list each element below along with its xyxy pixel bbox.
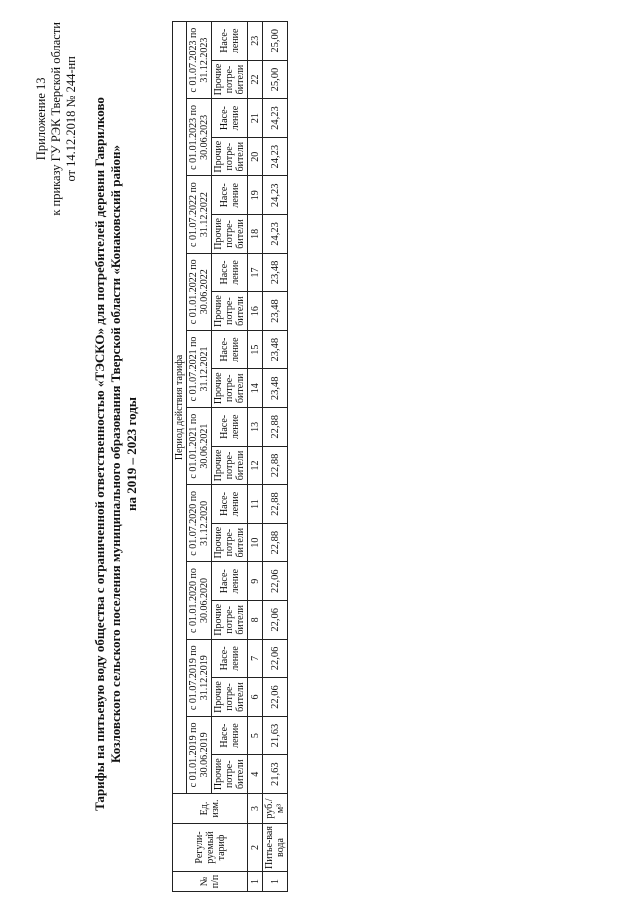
column-number-cell: 7 <box>248 639 263 678</box>
sub-header-other-consumers: Прочие потре-бители <box>212 446 248 485</box>
table-header-row-1 <box>173 21 187 891</box>
column-number-cell: 16 <box>248 292 263 331</box>
column-number-cell: 2 <box>248 824 263 872</box>
table-row <box>263 21 288 891</box>
column-number-cell: 5 <box>248 716 263 755</box>
sub-header-population: Насе-ление <box>212 176 248 215</box>
column-number-cell: 17 <box>248 253 263 292</box>
sub-header-population: Насе-ление <box>212 562 248 601</box>
column-number-cell: 6 <box>248 678 263 717</box>
column-number-cell: 19 <box>248 176 263 215</box>
column-number-cell: 14 <box>248 369 263 408</box>
column-number-cell: 4 <box>248 755 263 794</box>
column-number-cell: 13 <box>248 408 263 447</box>
period-cell: с 01.07.2023 по 31.12.2023 <box>187 21 212 98</box>
column-number-cell: 1 <box>248 872 263 892</box>
tariff-value-cell: 21,63 <box>263 716 288 755</box>
sub-header-population: Насе-ление <box>212 639 248 678</box>
row-tariff-name: Питье-вая вода <box>263 824 288 872</box>
sub-header-other-consumers: Прочие потре-бители <box>212 292 248 331</box>
row-unit: руб./м³ <box>263 794 288 824</box>
column-number-cell: 3 <box>248 794 263 824</box>
table-header-row-consumers <box>212 21 248 891</box>
appendix-date: от 14.12.2018 № 244-нп <box>64 56 78 182</box>
tariff-value-cell: 24,23 <box>263 99 288 138</box>
sub-header-other-consumers: Прочие потре-бители <box>212 601 248 640</box>
document-title <box>92 64 140 844</box>
sub-header-other-consumers: Прочие потре-бители <box>212 215 248 254</box>
column-number-cell: 12 <box>248 446 263 485</box>
sub-header-other-consumers: Прочие потре-бители <box>212 523 248 562</box>
tariff-value-cell: 23,48 <box>263 330 288 369</box>
sub-header-population: Насе-ление <box>212 716 248 755</box>
tariff-value-cell: 24,23 <box>263 137 288 176</box>
tariff-value-cell: 22,88 <box>263 523 288 562</box>
sub-header-population: Насе-ление <box>212 21 248 60</box>
tariff-value-cell: 24,23 <box>263 176 288 215</box>
tariff-value-cell: 22,06 <box>263 562 288 601</box>
tariff-value-cell: 23,48 <box>263 253 288 292</box>
title-line-3: на 2019 – 2023 годы <box>124 397 139 511</box>
period-cell: с 01.01.2020 по 30.06.2020 <box>187 562 212 639</box>
col-header-num: № п/п <box>173 872 248 892</box>
table-column-numbers-row <box>248 21 263 891</box>
period-cell: с 01.01.2019 по 30.06.2019 <box>187 716 212 793</box>
sub-header-other-consumers: Прочие потре-бители <box>212 137 248 176</box>
period-cell: с 01.07.2021 по 31.12.2021 <box>187 330 212 407</box>
period-cell: с 01.07.2020 по 31.12.2020 <box>187 485 212 562</box>
sub-header-other-consumers: Прочие потре-бители <box>212 369 248 408</box>
column-number-cell: 11 <box>248 485 263 524</box>
tariff-value-cell: 22,06 <box>263 639 288 678</box>
period-cell: с 01.01.2022 по 30.06.2022 <box>187 253 212 330</box>
appendix-number: Приложение 13 <box>34 77 48 161</box>
tariff-value-cell: 22,06 <box>263 678 288 717</box>
col-header-period: Период действия тарифа <box>173 21 187 793</box>
column-number-cell: 8 <box>248 601 263 640</box>
title-line-1: Тарифы на питьевую воду общества с ограниченной ответственностью «ТЭСКО» для потребителей деревни Гаврилково <box>92 97 107 811</box>
table-header-row-periods <box>187 21 212 891</box>
tariff-value-cell: 22,88 <box>263 485 288 524</box>
col-header-unit: Ед. изм. <box>173 794 248 824</box>
column-number-cell: 18 <box>248 215 263 254</box>
period-cell: с 01.01.2023 по 30.06.2023 <box>187 99 212 176</box>
tariff-value-cell: 22,88 <box>263 408 288 447</box>
sub-header-population: Насе-ление <box>212 330 248 369</box>
appendix-order: к приказу ГУ РЭК Тверской области <box>49 22 63 216</box>
tariff-value-cell: 25,00 <box>263 60 288 99</box>
sub-header-population: Насе-ление <box>212 408 248 447</box>
tariff-value-cell: 22,06 <box>263 601 288 640</box>
column-number-cell: 21 <box>248 99 263 138</box>
tariff-value-cell: 24,23 <box>263 215 288 254</box>
sub-header-other-consumers: Прочие потре-бители <box>212 678 248 717</box>
column-number-cell: 9 <box>248 562 263 601</box>
tariff-value-cell: 21,63 <box>263 755 288 794</box>
column-number-cell: 23 <box>248 21 263 60</box>
appendix-header <box>34 22 79 216</box>
sub-header-other-consumers: Прочие потре-бители <box>212 60 248 99</box>
period-cell: с 01.07.2022 по 31.12.2022 <box>187 176 212 253</box>
column-number-cell: 10 <box>248 523 263 562</box>
col-header-tariff: Регули-руемый тариф <box>173 824 248 872</box>
column-number-cell: 22 <box>248 60 263 99</box>
tariff-value-cell: 22,88 <box>263 446 288 485</box>
sub-header-population: Насе-ление <box>212 253 248 292</box>
tariff-table <box>172 21 288 892</box>
column-number-cell: 15 <box>248 330 263 369</box>
tariff-value-cell: 25,00 <box>263 21 288 60</box>
tariff-value-cell: 23,48 <box>263 369 288 408</box>
title-line-2: Козловского сельского поселения муниципального образования Тверской области «Конаковский район» <box>108 145 123 764</box>
sub-header-population: Насе-ление <box>212 99 248 138</box>
row-number: 1 <box>263 872 288 892</box>
sub-header-population: Насе-ление <box>212 485 248 524</box>
period-cell: с 01.01.2021 по 30.06.2021 <box>187 408 212 485</box>
sub-header-other-consumers: Прочие потре-бители <box>212 755 248 794</box>
period-cell: с 01.07.2019 по 31.12.2019 <box>187 639 212 716</box>
column-number-cell: 20 <box>248 137 263 176</box>
tariff-value-cell: 23,48 <box>263 292 288 331</box>
